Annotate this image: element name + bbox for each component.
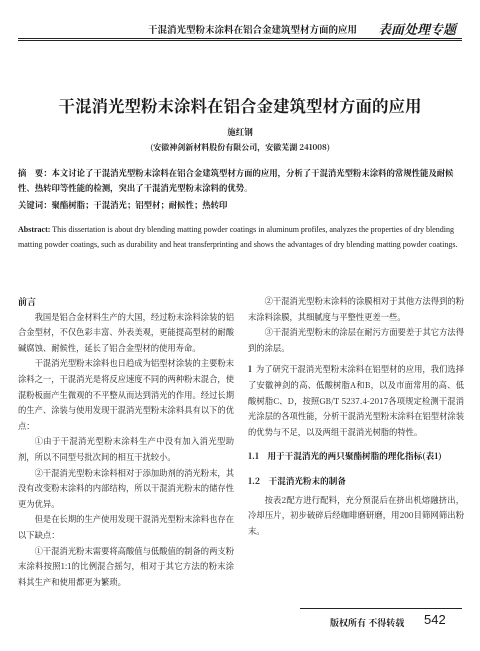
paragraph: ②干混消光型粉末涂料相对于添加助剂的消光粉末，其没有改变粉末涂料的内部结构，所以干混消光粉末的储存性更为优异。 [18,466,234,510]
left-column [18,294,234,590]
abstract-en [18,222,462,252]
copyright-notice: 版权所有 不得转载 [330,616,405,629]
keywords [18,198,462,213]
abstract-cn-text: 本文讨论了干混消光型粉末涂料在铝合金建筑型材方面的应用，分析了干混消光型粉末涂料的常规性能及耐候性、热转印等性能的检测，突出了干混消光型粉末涂料的优势。 [18,167,454,194]
paragraph: ①干混消光粉末需要将高酸值与低酸值的制备的两支粉末涂料按照1:1的比例混合摇匀，相对于其它方法的粉末涂料其生产和使用都更为繁琐。 [18,544,234,588]
subsection-1-2-heading: 1.2 干混消光粉末的制备 [248,474,346,487]
author-name: 施红钢 [227,126,253,138]
section-heading-intro: 前言 [18,295,37,308]
paragraph: ②干混消光型粉末涂料的涂膜相对于其他方法得到的粉末涂料涂膜，其细腻度与平整性更差一些。 [248,295,464,323]
paragraph: 干混消光型粉末涂料也日趋成为铝型材涂装的主要粉末涂料之一，干混消光是将反应速度不同的两种粉末混合，使混粉板面产生微观的不平整从而达到消光的作用。经过长期的生产、涂装与使用发现干混消光型粉末涂料具有以下的优点： [18,357,234,432]
paragraph: 按表2配方进行配料，充分预混后在挤出机熔融挤出，冷却压片，初步破碎后经咖啡磨研磨，用200目筛网筛出粉末。 [248,493,464,537]
abstract-cn-label: 摘 要： [18,167,52,179]
keywords-label: 关键词： [18,199,52,211]
article-title: 干混消光型粉末涂料在铝合金建筑型材方面的应用 [58,93,422,117]
running-title: 干混消光型粉末涂料在铝合金建筑型材方面的应用 [148,22,358,36]
header-rule [18,38,462,39]
abstract-en-label: Abstract: [18,225,51,234]
section-1-number: 1 [248,363,252,376]
paragraph: ③干混消光型粉末的涂层在耐污方面要差于其它方法得到的涂层。 [248,326,464,354]
abstract-en-text: This dissertation is about dry blending matting powder coatings in aluminum profiles, analyzes the properties of dry blending matting powder coatings, such as durability and heat transferprinting and shows the advantages of dry blending matting powder coatings. [18,225,458,249]
header-rule-secondary [18,40,462,41]
section-label: 表面处理专题 [378,19,457,38]
abstract-cn [18,166,462,196]
paragraph: ①由于干混消光型粉末涂料生产中没有加入消光型助剂，所以不同型号批次间的相互干扰较小。 [18,435,234,463]
right-column [248,294,464,539]
section-1-paragraph [248,362,464,440]
paragraph: 但是在长期的生产使用发现干混消光型粉末涂料也存在以下缺点： [18,513,234,541]
author-affiliation: (安徽神剑新材料股份有限公司，安徽芜湖 241008) [150,142,330,153]
page-number: 542 [424,612,446,627]
paragraph: 我国是铝合金材料生产的大国，经过粉末涂料涂装的铝合金型材，不仅色彩丰富、外表美观，更能提高型材的耐酸碱腐蚀、耐候性，延长了铝合金型材的使用寿命。 [18,310,234,354]
keywords-text: 聚酯树脂；干混消光；铝型材；耐候性；热转印 [51,199,228,211]
section-1-text: 为了研究干混消光型粉末涂料在铝型材的应用，我们选择了安徽神剑的高、低酸树脂A和B，以及市面常用的高、低酸树脂C、D，按照GB/T 5237.4-2017各项规定检测干混消光涂层的各项性能，分析干混消光型粉末涂料在铝型材涂装的优势与不足，以及两组干混消光树脂的特性。 [248,363,464,438]
footer-rule [300,608,462,609]
subsection-1-1-heading: 1.1 用于干混消光的两只聚酯树脂的理化指标(表1) [248,450,442,463]
